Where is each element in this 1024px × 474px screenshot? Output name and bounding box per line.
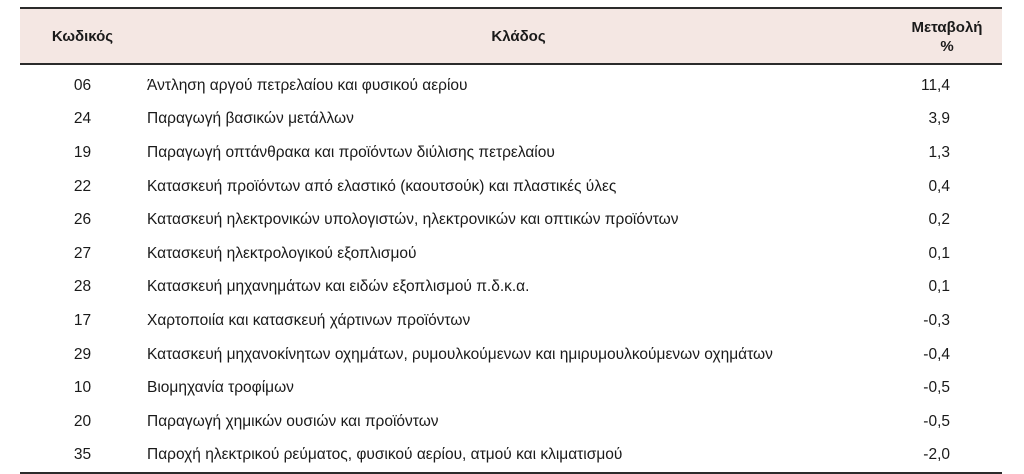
table-body: [20, 64, 1002, 473]
row-sector: Άντληση αργού πετρελαίου και φυσικού αερίου: [147, 76, 468, 94]
row-code: 22: [73, 177, 92, 195]
table-row: [20, 439, 1002, 474]
row-change: 0,4: [928, 177, 950, 195]
row-code: 06: [73, 76, 92, 94]
row-code: 35: [20, 439, 145, 474]
table-row: [20, 203, 1002, 237]
row-sector: Χαρτοποιία και κατασκευή χάρτινων προϊόντων: [147, 311, 471, 329]
row-sector: Παραγωγή χημικών ουσιών και προϊόντων: [147, 412, 439, 430]
row-code: 27: [73, 244, 92, 262]
row-code: 19: [73, 143, 92, 161]
table-row: [20, 304, 1002, 338]
table-row: [20, 271, 1002, 305]
row-change: 3,9: [928, 110, 950, 128]
table-row: [20, 64, 1002, 103]
table-header: [20, 8, 1002, 64]
row-change: 0,1: [928, 278, 950, 296]
row-sector: Κατασκευή προϊόντων από ελαστικό (καουτσούκ) και πλαστικές ύλες: [147, 177, 617, 195]
header-sector: Κλάδος: [145, 8, 892, 64]
table-row: [20, 103, 1002, 137]
table-row: [20, 136, 1002, 170]
row-sector: Κατασκευή ηλεκτρονικών υπολογιστών, ηλεκτρονικών και οπτικών προϊόντων: [147, 211, 679, 229]
row-change: -0,5: [923, 379, 950, 397]
row-change: -0,4: [923, 345, 950, 363]
row-sector: Βιομηχανία τροφίμων: [147, 379, 294, 397]
row-sector: Παροχή ηλεκτρικού ρεύματος, φυσικού αερίου, ατμού και κλιματισμού: [145, 439, 892, 474]
row-change: -0,3: [923, 311, 950, 329]
row-code: 17: [73, 311, 92, 329]
table-row: [20, 338, 1002, 372]
row-change: 1,3: [928, 143, 950, 161]
row-code: 28: [73, 278, 92, 296]
header-row: [20, 8, 1002, 64]
row-change: 0,1: [928, 244, 950, 262]
sector-change-table-container: [20, 7, 1002, 474]
table-row: [20, 170, 1002, 204]
row-change: -0,5: [923, 412, 950, 430]
header-change-line2: %: [940, 38, 954, 55]
row-code: 20: [73, 412, 92, 430]
table-row: [20, 237, 1002, 271]
row-change: 11,4: [920, 76, 950, 94]
row-code: 29: [73, 345, 92, 363]
table-row: [20, 371, 1002, 405]
row-sector: Κατασκευή μηχανημάτων και ειδών εξοπλισμού π.δ.κ.α.: [147, 278, 530, 296]
header-change-line1: Μεταβολή: [911, 19, 983, 36]
row-change: -2,0: [892, 439, 1002, 474]
row-change: 0,2: [928, 211, 950, 229]
row-code: 26: [73, 211, 92, 229]
sector-change-table: [20, 7, 1002, 474]
row-sector: Παραγωγή βασικών μετάλλων: [147, 110, 354, 128]
header-change: [892, 8, 1002, 64]
row-sector: Παραγωγή οπτάνθρακα και προϊόντων διύλισης πετρελαίου: [147, 143, 555, 161]
row-sector: Κατασκευή ηλεκτρολογικού εξοπλισμού: [147, 244, 417, 262]
row-sector: Κατασκευή μηχανοκίνητων οχημάτων, ρυμουλκούμενων και ημιρυμουλκούμενων οχημάτων: [147, 345, 773, 363]
table-row: [20, 405, 1002, 439]
header-code: Κωδικός: [20, 8, 145, 64]
row-code: 10: [73, 379, 92, 397]
row-code: 24: [73, 110, 92, 128]
